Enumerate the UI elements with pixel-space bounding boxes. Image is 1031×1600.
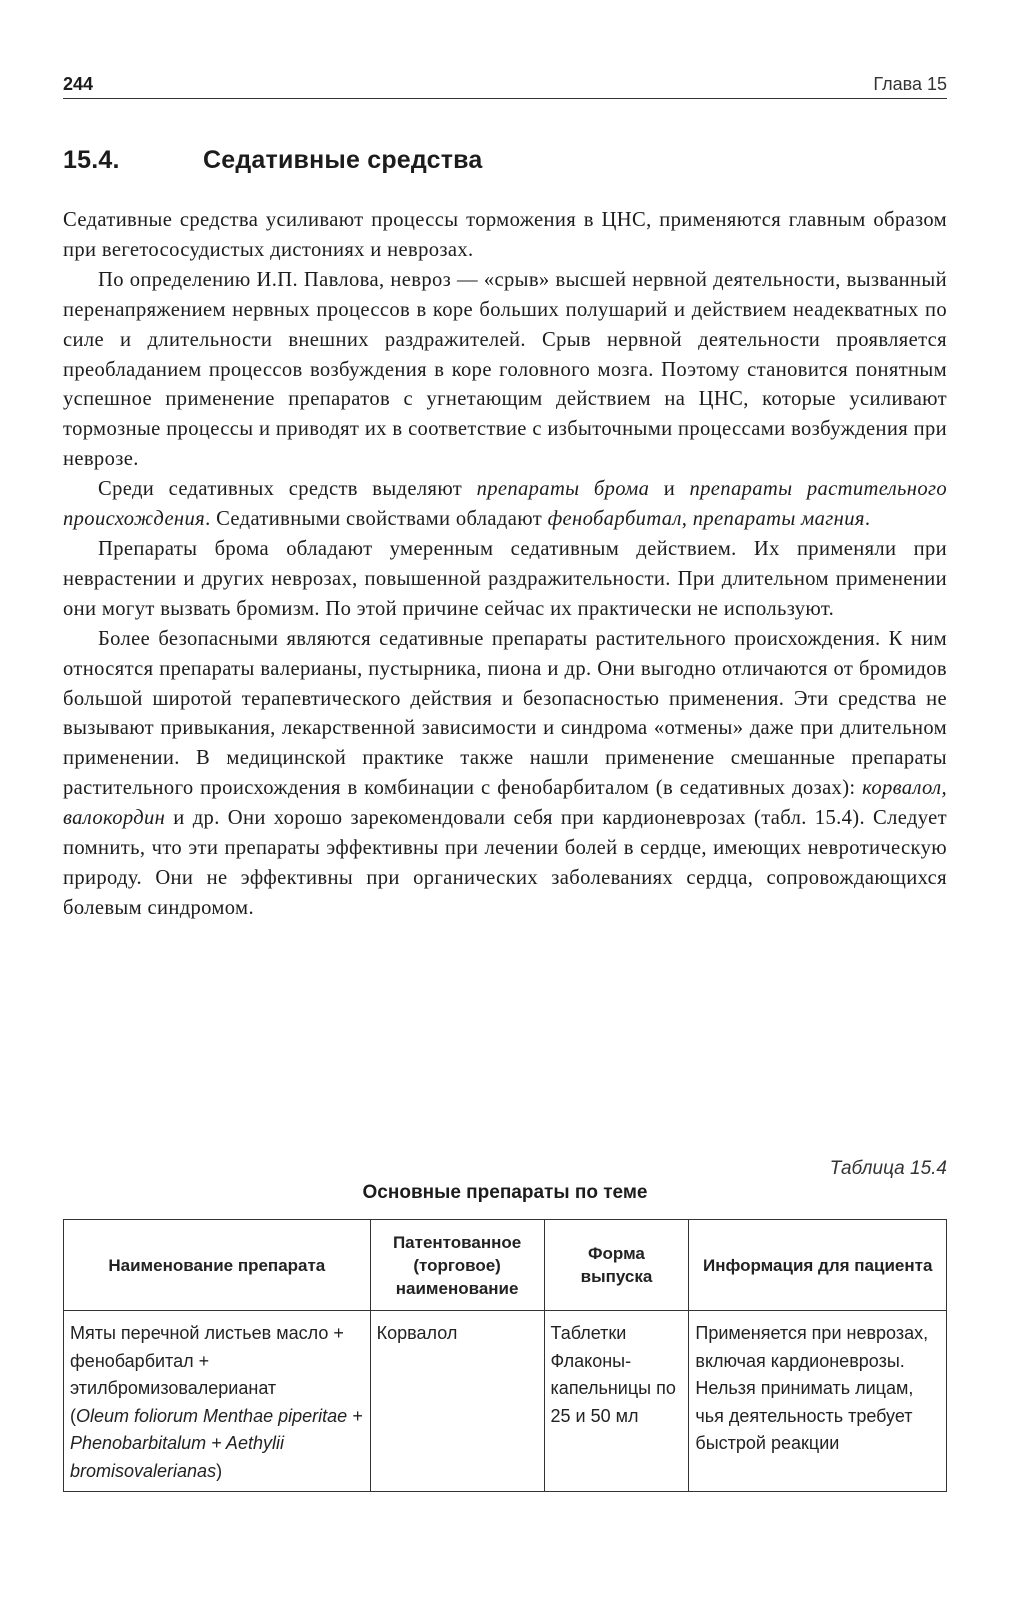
paragraph-3-text-3: . Седативными свойствами обладают (205, 508, 548, 531)
cell-patient-info: Применяется при неврозах, включая кардионеврозы. Нельзя принимать лицам, чья деятельность требует быстрой реакции (689, 1311, 947, 1492)
dosage-form-tablets: Таблетки (550, 1323, 627, 1343)
cell-trade-name: Корвалол (370, 1311, 544, 1492)
paragraph-3-emphasis-2: препараты растительного происхождения (63, 478, 947, 531)
cell-dosage-form (544, 1311, 689, 1492)
drug-name-russian: Мяты перечной листьев масло + фенобарбитал + этилбромизовалерианат (70, 1323, 344, 1398)
paragraph-3-text-4: . (864, 508, 871, 531)
paragraph-5-text-2: и др. Они хорошо зарекомендовали себя при кардионеврозах (табл. 15.4). Следует помнить, что эти препараты эффективны при лечении болей в сердце, имеющих невротическую природу. Они не эффективны при органических заболеваниях сердца, сопровождающихся болевым синдромом. (63, 807, 947, 919)
table-row (64, 1311, 947, 1492)
chapter-label: Глава 15 (873, 74, 947, 94)
cell-drug-name (64, 1311, 371, 1492)
paragraph-3 (63, 475, 947, 535)
section-title: Седативные средства (203, 146, 483, 174)
body-text (63, 206, 947, 924)
drug-name-close-paren: ) (216, 1460, 223, 1481)
paragraph-5-text-1: Более безопасными являются седативные препараты растительного происхождения. К ним относятся препараты валерианы, пустырника, пиона и др. Они выгодно отличаются от бромидов большой широтой терапевтического действия и безопасностью применения. Эти средства не вызывают привыкания, лекарственной зависимости и синдрома «отмены» даже при длительном применении. В медицинской практике также нашли применение смешанные препараты растительного происхождения в комбинации с фенобарбиталом (в седативных дозах): (63, 627, 947, 800)
paragraph-4: Препараты брома обладают умеренным седативным действием. Их применяли при неврастении и других неврозах, повышенной раздражительности. При длительном применении они могут вызвать бромизм. По этой причине сейчас их практически не используют. (63, 537, 947, 620)
paragraph-2: По определению И.П. Павлова, невроз — «срыв» высшей нервной деятельности, вызванный перенапряжением нервных процессов в коре больших полушарий и действием неадекватных по силе и длительности внешних раздражителей. Срыв нервной деятельности проявляется преобладанием процессов возбуждения в коре головного мозга. Поэтому становится понятным успешное применение препаратов с угнетающим действием на ЦНС, которые усиливают тормозные процессы и приводят их в соответствие с избыточными процессами возбуждения при неврозе. (63, 268, 947, 471)
page-number: 244 (63, 74, 94, 94)
paragraph-3-text-2: и (649, 478, 690, 501)
drug-name-open-paren: ( (70, 1405, 76, 1426)
drug-name-latin: Oleum foliorum Menthae piperitae + Phenobarbitalum + Aethylii bromisovalerianas (70, 1405, 363, 1481)
paragraph-3-emphasis-1: препараты брома (476, 478, 650, 501)
drug-table (63, 1219, 947, 1492)
table-header-row (64, 1220, 947, 1311)
paragraph-5-emphasis-1: корвалол, валокордин (63, 777, 947, 830)
header-trade-name: Патентованное (торговое) наименование (370, 1220, 544, 1311)
paragraph-5 (63, 625, 947, 924)
header-drug-name: Наименование препарата (64, 1220, 371, 1311)
dosage-form-vials: Флаконы-капельницы по 25 и 50 мл (550, 1350, 676, 1426)
header-patient-info: Информация для пациента (689, 1220, 947, 1311)
running-header (63, 72, 947, 99)
paragraph-3-emphasis-3: фенобарбитал, препараты магния (547, 508, 865, 531)
paragraph-3-text-1: Среди седативных средств выделяют (98, 478, 477, 501)
header-dosage-form: Форма выпуска (544, 1220, 689, 1311)
table-label: Таблица 15.4 (829, 1158, 947, 1179)
paragraph-1: Седативные средства усиливают процессы торможения в ЦНС, применяются главным образом при вегетососудистых дистониях и неврозах. (63, 209, 947, 261)
section-heading (63, 146, 483, 175)
section-number: 15.4. (63, 146, 120, 174)
table-title: Основные препараты по теме (362, 1182, 648, 1203)
